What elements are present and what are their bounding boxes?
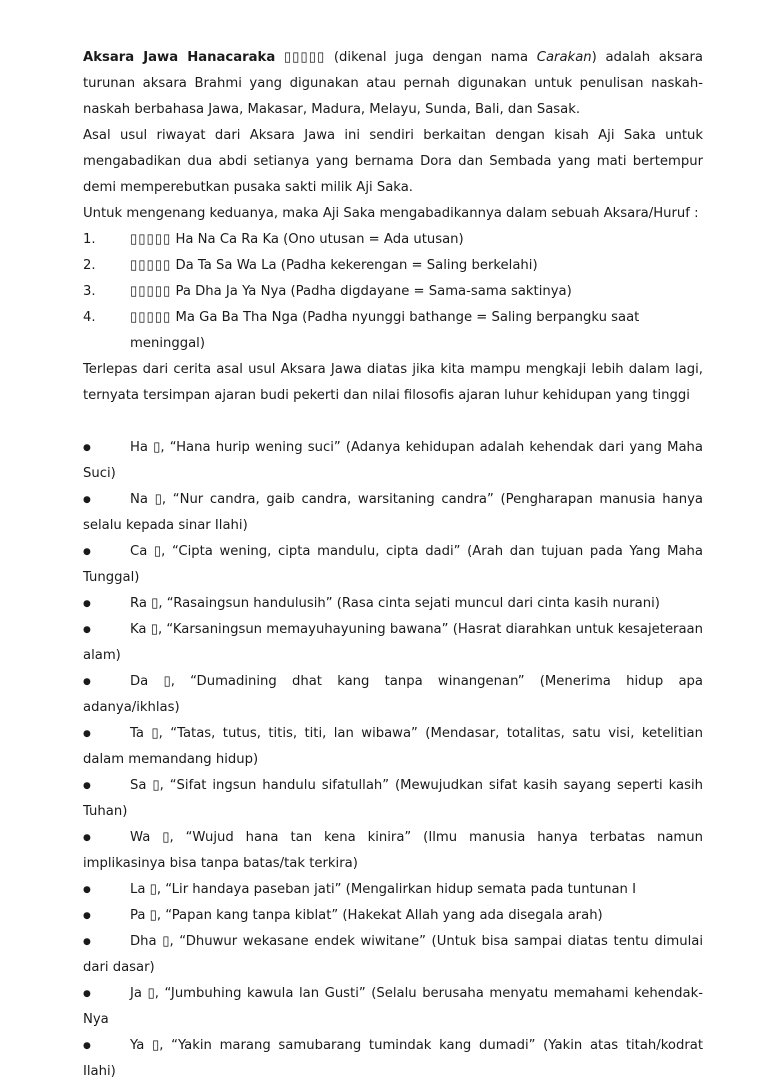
numbered-item <box>83 253 703 279</box>
bullet-item <box>83 773 703 825</box>
bullet-icon: ● <box>83 729 91 739</box>
bullet-text: Ya ▯, “Yakin marang samubarang tumindak kang dumadi” (Yakin atas titah/kodrat Ilahi) <box>83 1038 703 1079</box>
bullet-text: Ta ▯, “Tatas, tutus, titis, titi, lan wibawa” (Mendasar, totalitas, satu visi, ketelitian dalam memandang hidup) <box>83 726 703 767</box>
bullet-text: Na ▯, “Nur candra, gaib candra, warsitaning candra” (Pengharapan manusia hanya selalu kepada sinar Ilahi) <box>83 492 703 533</box>
bullet-item <box>83 1033 703 1085</box>
item-text: Pa Dha Ja Ya Nya (Padha digdayane = Sama-sama saktinya) <box>171 284 572 299</box>
bullet-item <box>83 435 703 487</box>
intro-paragraph <box>83 45 703 123</box>
bullet-text: Pa ▯, “Papan kang tanpa kiblat” (Hakekat Allah yang ada disegala arah) <box>130 908 603 923</box>
bullet-item <box>83 669 703 721</box>
origin-paragraph: Asal usul riwayat dari Aksara Jawa ini sendiri berkaitan dengan kisah Aji Saka untuk mengabadikan dua abdi setianya yang bernama Dora dan Sembada yang mati bertempur demi memperebutkan pusaka sakti milik Aji Saka. <box>83 128 703 195</box>
bullet-text: Dha ▯, “Dhuwur wekasane endek wiwitane” (Untuk bisa sampai diatas tentu dimulai dari dasar) <box>83 934 703 975</box>
item-text: Ma Ga Ba Tha Nga (Padha nyunggi bathange = Saling berpangku saat meninggal) <box>130 310 640 351</box>
bullet-icon: ● <box>83 937 91 947</box>
bullet-icon: ● <box>83 443 91 453</box>
javanese-glyphs: ▯▯▯▯▯ <box>130 284 172 299</box>
intro-text-b: ) adalah aksara turunan aksara Brahmi yang digunakan atau pernah digunakan untuk penulisan naskah-naskah berbahasa Jawa, Makasar, Madura, Melayu, Sunda, Bali, dan Sasak. <box>83 50 703 117</box>
item-text: Da Ta Sa Wa La (Padha kekerengan = Saling berkelahi) <box>171 258 538 273</box>
bullet-item <box>83 825 703 877</box>
numbered-list <box>83 227 703 357</box>
javanese-glyphs: ▯▯▯▯▯ <box>130 258 172 273</box>
item-number: 4. <box>83 310 96 325</box>
javanese-glyphs: ▯▯▯▯▯ <box>283 50 326 65</box>
bullet-icon: ● <box>83 599 91 609</box>
bullet-list <box>83 435 703 1085</box>
bullet-icon: ● <box>83 495 91 505</box>
title-bold: Aksara Jawa Hanacaraka <box>83 50 276 65</box>
javanese-glyphs: ▯▯▯▯▯ <box>130 310 172 325</box>
javanese-glyphs: ▯▯▯▯▯ <box>130 232 172 247</box>
numbered-item <box>83 227 703 253</box>
bullet-text: Ra ▯, “Rasaingsun handulusih” (Rasa cinta sejati muncul dari cinta kasih nurani) <box>130 596 660 611</box>
bullet-item <box>83 539 703 591</box>
bullet-text: Ja ▯, “Jumbuhing kawula lan Gusti” (Selalu berusaha menyatu memahami kehendak-Nya <box>83 986 703 1027</box>
numbered-item <box>83 305 703 357</box>
bullet-icon: ● <box>83 781 91 791</box>
bullet-item <box>83 591 703 617</box>
bullet-icon: ● <box>83 885 91 895</box>
bullet-text: Ca ▯, “Cipta wening, cipta mandulu, cipta dadi” (Arah dan tujuan pada Yang Maha Tunggal) <box>83 544 703 585</box>
philosophy-paragraph: Terlepas dari cerita asal usul Aksara Jawa diatas jika kita mampu mengkaji lebih dalam lagi, ternyata tersimpan ajaran budi pekerti dan nilai filosofis ajaran luhur kehidupan yang tinggi <box>83 362 703 403</box>
bullet-item <box>83 617 703 669</box>
bullet-item <box>83 487 703 539</box>
bullet-text: Ha ▯, “Hana hurip wening suci” (Adanya kehidupan adalah kehendak dari yang Maha Suci) <box>83 440 703 481</box>
bullet-text: Wa ▯, “Wujud hana tan kena kinira” (Ilmu manusia hanya terbatas namun implikasinya bisa tanpa batas/tak terkira) <box>83 830 703 871</box>
item-number: 1. <box>83 232 96 247</box>
spacer <box>83 409 703 435</box>
commemorate-paragraph: Untuk mengenang keduanya, maka Aji Saka mengabadikannya dalam sebuah Aksara/Huruf : <box>83 206 699 221</box>
bullet-text: Sa ▯, “Sifat ingsun handulu sifatullah” (Mewujudkan sifat kasih sayang seperti kasih Tuhan) <box>83 778 703 819</box>
bullet-text: La ▯, “Lir handaya paseban jati” (Mengalirkan hidup semata pada tuntunan I <box>130 882 636 897</box>
numbered-item <box>83 279 703 305</box>
bullet-icon: ● <box>83 677 91 687</box>
bullet-icon: ● <box>83 625 91 635</box>
bullet-icon: ● <box>83 911 91 921</box>
item-number: 2. <box>83 258 96 273</box>
bullet-icon: ● <box>83 989 91 999</box>
document-page <box>83 45 703 1085</box>
bullet-item <box>83 721 703 773</box>
item-text: Ha Na Ca Ra Ka (Ono utusan = Ada utusan) <box>171 232 464 247</box>
bullet-text: Da ▯, “Dumadining dhat kang tanpa winangenan” (Menerima hidup apa adanya/ikhlas) <box>83 674 703 715</box>
carakan-italic: Carakan <box>536 50 592 65</box>
bullet-item <box>83 877 703 903</box>
intro-text-a: (dikenal juga dengan nama <box>325 50 537 65</box>
bullet-icon: ● <box>83 1041 91 1051</box>
bullet-item <box>83 903 703 929</box>
bullet-icon: ● <box>83 547 91 557</box>
item-number: 3. <box>83 284 96 299</box>
bullet-item <box>83 981 703 1033</box>
bullet-icon: ● <box>83 833 91 843</box>
bullet-text: Ka ▯, “Karsaningsun memayuhayuning bawana” (Hasrat diarahkan untuk kesajeteraan alam) <box>83 622 703 663</box>
bullet-item <box>83 929 703 981</box>
